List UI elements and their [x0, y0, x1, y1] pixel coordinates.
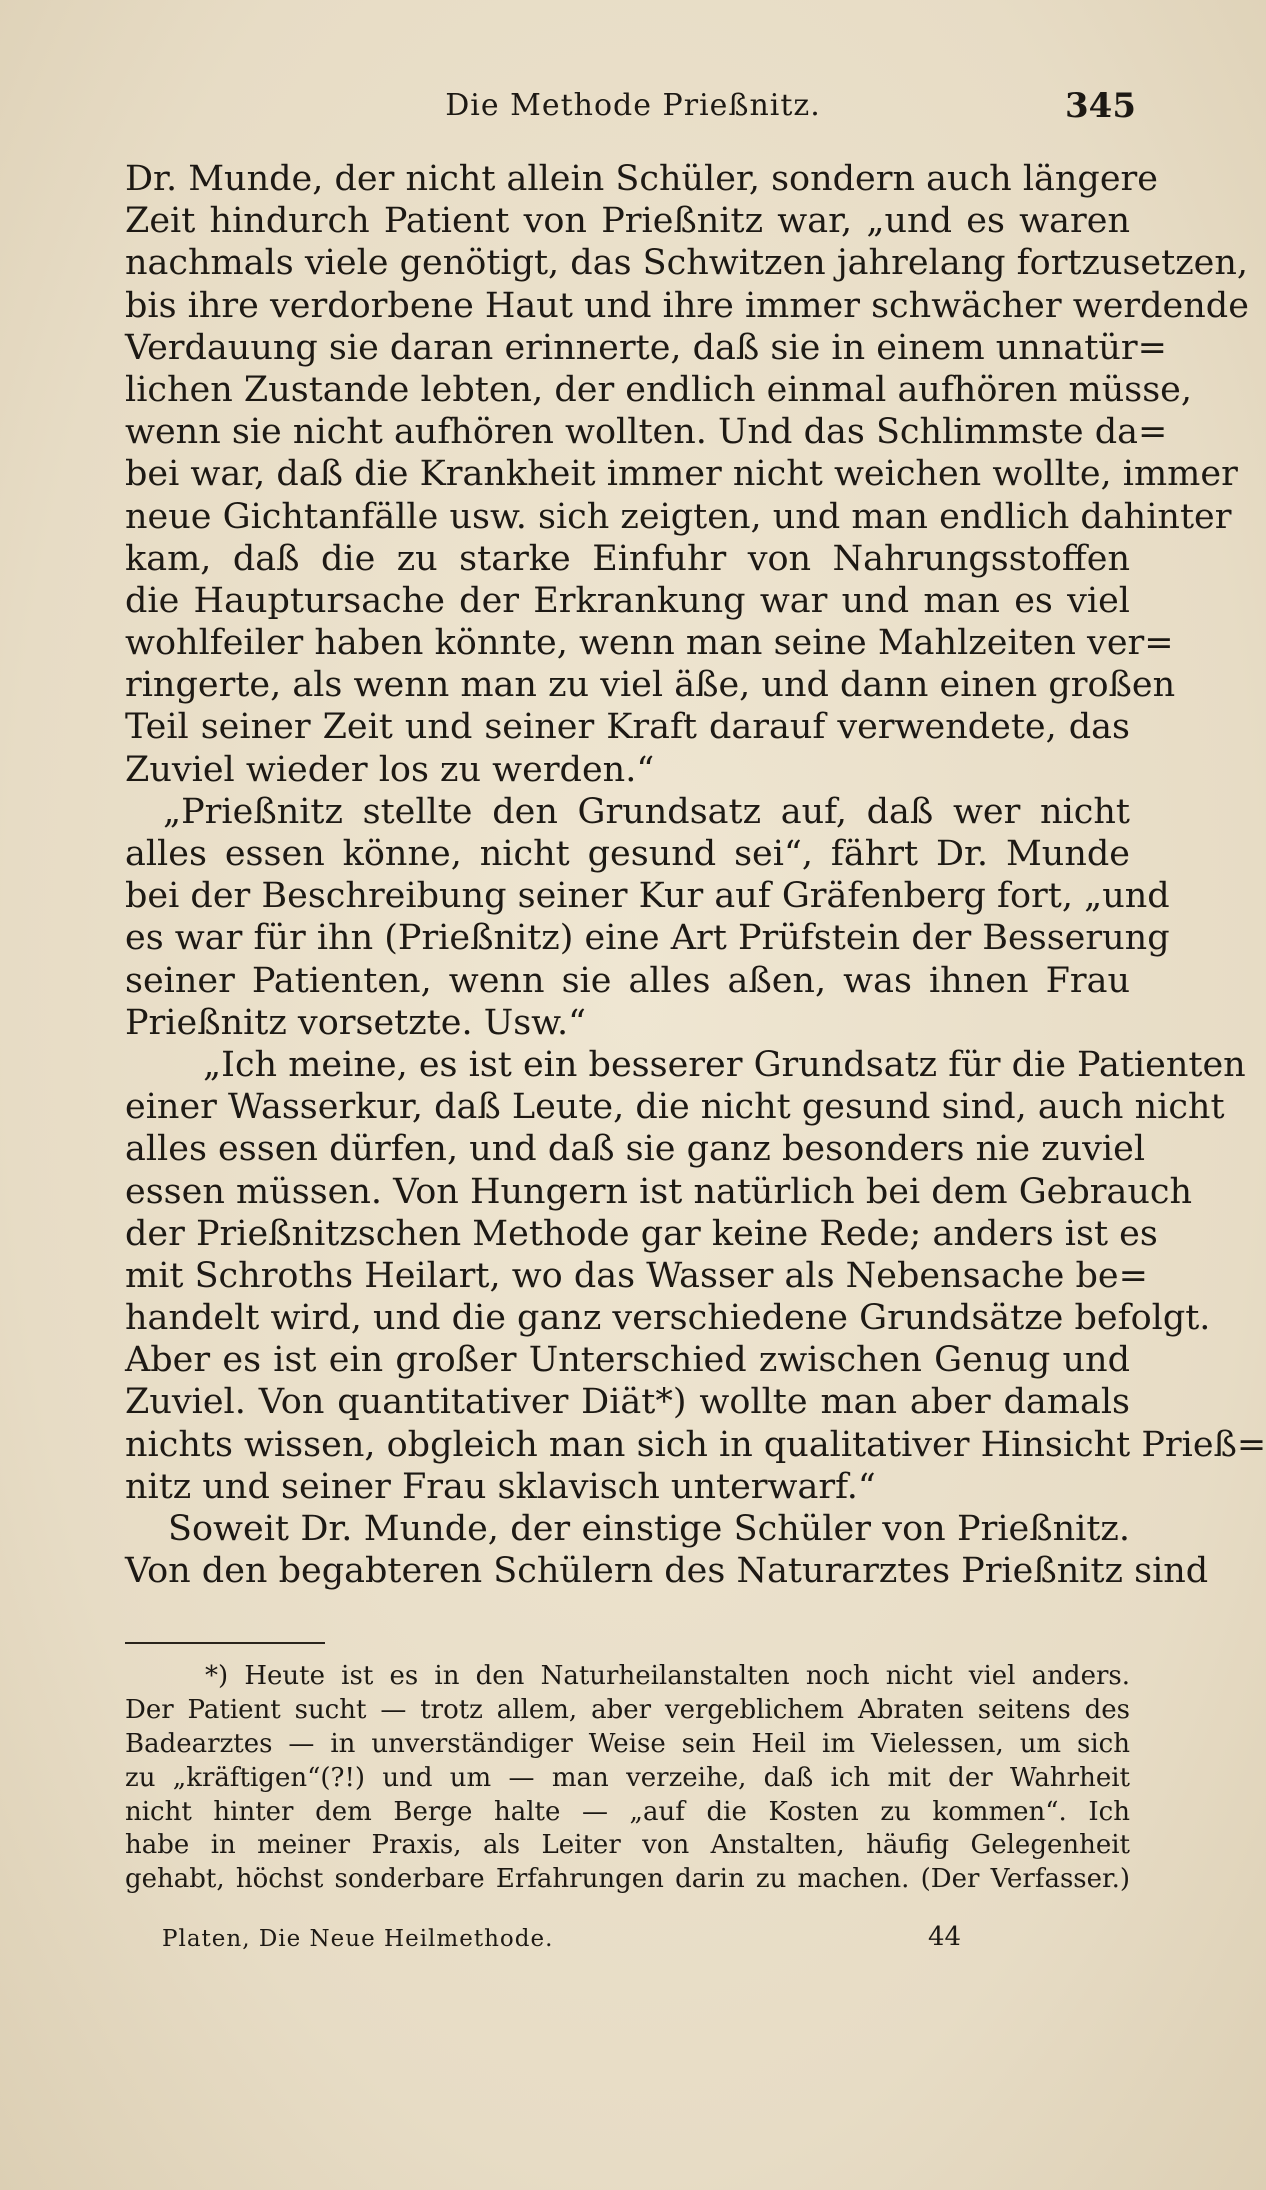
- text-line: essen müssen. Von Hungern ist natürlich bei dem Gebrauch: [125, 1171, 1193, 1212]
- footnote-line: gehabt, höchst sonderbare Erfahrungen darin zu machen. (Der Verfasser.): [125, 1864, 1130, 1895]
- footnote-line: *) Heute ist es in den Naturheilanstalten noch nicht viel anders.: [205, 1661, 1130, 1691]
- text-line: Dr. Munde, der nicht allein Schüler, sondern auch längere: [125, 159, 1158, 199]
- footnote: [125, 1660, 1130, 1897]
- page-number: 345: [1065, 86, 1136, 126]
- footnote-divider: [125, 1642, 325, 1644]
- text-line: bei der Beschreibung seiner Kur auf Gräfenberg fort, „und: [125, 876, 1170, 917]
- text-line: nachmals viele genötigt, das Schwitzen jahrelang fortzusetzen,: [125, 243, 1249, 284]
- running-header: Die Methode Prießnitz.: [445, 88, 821, 123]
- text-line: Teil seiner Zeit und seiner Kraft darauf verwendete, das: [125, 707, 1130, 748]
- footnote-line: nicht hinter dem Berge halte — „auf die Kosten zu kommen“. Ich: [125, 1796, 1130, 1827]
- text-line: Von den begabteren Schülern des Naturarztes Prießnitz sind: [125, 1551, 1209, 1592]
- footnote-line: zu „kräftigen“(?!) und um — man verzeihe, daß ich mit der Wahrheit: [125, 1762, 1130, 1793]
- text-line: nitz und seiner Frau sklavisch unterwarf.“: [125, 1466, 876, 1507]
- text-line: „Prießnitz stellte den Grundsatz auf, daß wer nicht: [163, 791, 1130, 832]
- text-line: Zuviel. Von quantitativer Diät*) wollte man aber damals: [125, 1382, 1130, 1423]
- text-line: neue Gichtanfälle usw. sich zeigten, und man endlich dahinter: [125, 496, 1232, 537]
- text-line: der Prießnitzschen Methode gar keine Rede; anders ist es: [125, 1213, 1158, 1254]
- footer-imprint: Platen, Die Neue Heilmethode.: [162, 1926, 554, 1952]
- text-line: Zeit hindurch Patient von Prießnitz war, „und es waren: [125, 201, 1130, 242]
- text-line: bis ihre verdorbene Haut und ihre immer schwächer werdende: [125, 285, 1249, 326]
- text-line: Prießnitz vorsetzte. Usw.“: [125, 1002, 586, 1043]
- footnote-line: Der Patient sucht — trotz allem, aber vergeblichem Abraten seitens des: [125, 1694, 1130, 1725]
- text-line: mit Schroths Heilart, wo das Wasser als Nebensache be=: [125, 1255, 1148, 1296]
- footnote-line: Badearztes — in unverständiger Weise sein Heil im Vielessen, um sich: [125, 1728, 1130, 1759]
- text-line: Zuviel wieder los zu werden.“: [125, 749, 655, 790]
- text-line: lichen Zustande lebten, der endlich einmal aufhören müsse,: [125, 369, 1193, 410]
- text-line: kam, daß die zu starke Einfuhr von Nahrungsstoffen: [125, 538, 1130, 579]
- text-line: handelt wird, und die ganz verschiedene Grundsätze befolgt.: [125, 1298, 1211, 1339]
- text-line: Aber es ist ein großer Unterschied zwischen Genug und: [125, 1340, 1130, 1381]
- text-line: Verdauung sie daran erinnerte, daß sie in einem unnatür=: [125, 327, 1167, 368]
- text-line: nichts wissen, obgleich man sich in qualitativer Hinsicht Prieß=: [125, 1424, 1266, 1465]
- text-line: alles essen dürfen, und daß sie ganz besonders nie zuviel: [125, 1129, 1146, 1170]
- text-line: ringerte, als wenn man zu viel äße, und dann einen großen: [125, 665, 1176, 706]
- footnote-line: habe in meiner Praxis, als Leiter von Anstalten, häufig Gelegenheit: [125, 1830, 1130, 1861]
- text-line: die Hauptursache der Erkrankung war und man es viel: [125, 580, 1130, 621]
- text-line: seiner Patienten, wenn sie alles aßen, was ihnen Frau: [125, 960, 1130, 1001]
- text-line: Soweit Dr. Munde, der einstige Schüler von Prießnitz.: [168, 1509, 1130, 1549]
- body-text: [125, 158, 1266, 1592]
- text-line: wenn sie nicht aufhören wollten. Und das Schlimmste da=: [125, 412, 1168, 453]
- text-line: alles essen könne, nicht gesund sei“, fährt Dr. Munde: [125, 834, 1130, 874]
- text-line: „Ich meine, es ist ein besserer Grundsatz für die Patienten: [203, 1044, 1246, 1085]
- text-line: es war für ihn (Prießnitz) eine Art Prüfstein der Besserung: [125, 918, 1170, 959]
- signature-number: 44: [928, 1922, 962, 1952]
- text-line: wohlfeiler haben könnte, wenn man seine Mahlzeiten ver=: [125, 623, 1174, 664]
- text-line: bei war, daß die Krankheit immer nicht weichen wollte, immer: [125, 454, 1238, 495]
- text-line: einer Wasserkur, daß Leute, die nicht gesund sind, auch nicht: [125, 1087, 1225, 1128]
